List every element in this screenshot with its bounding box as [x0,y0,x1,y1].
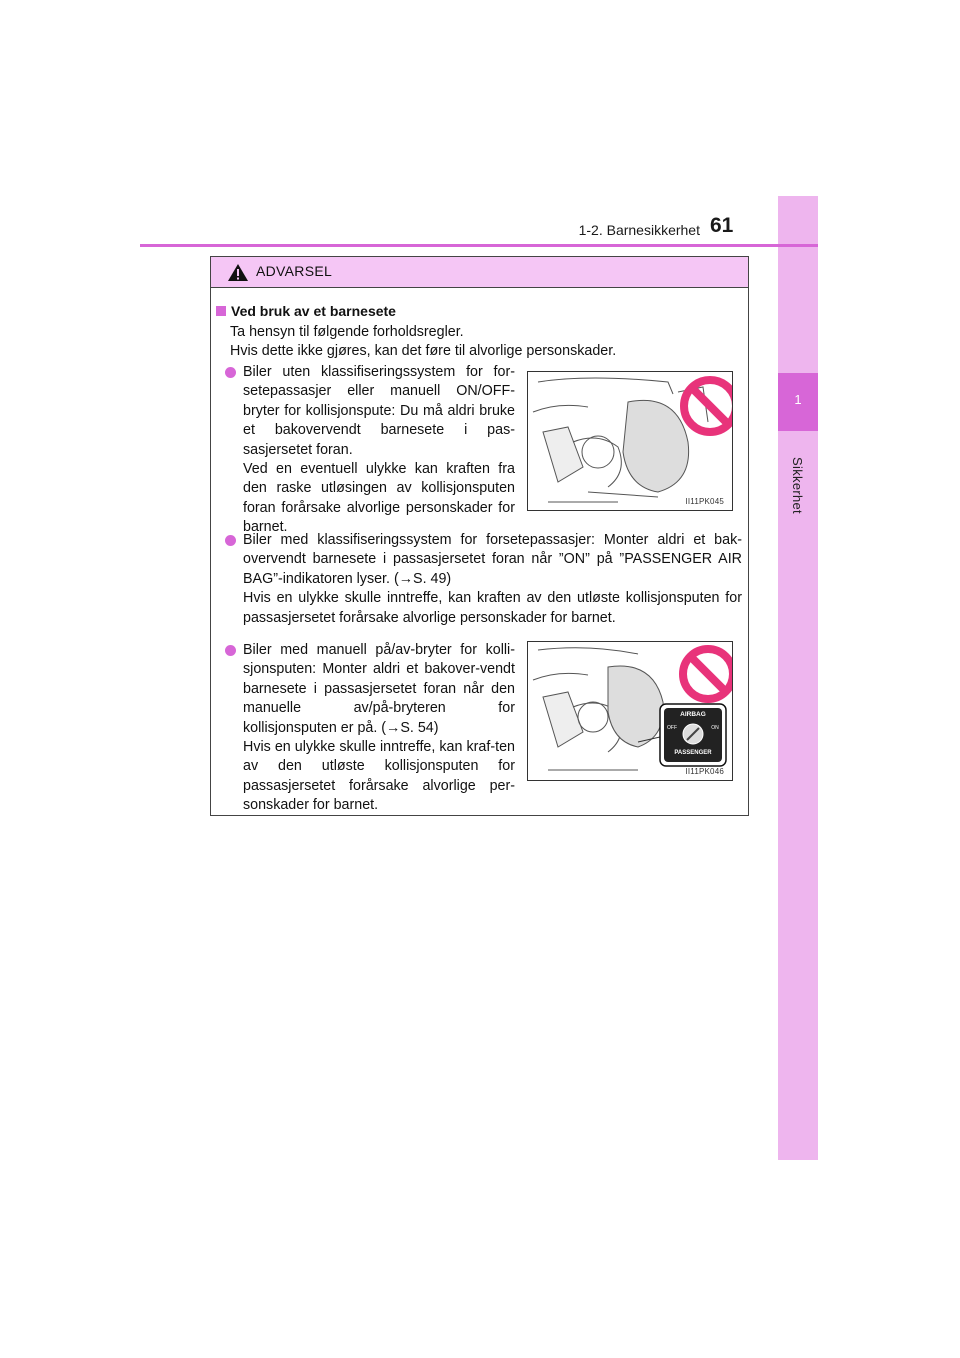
section-heading-text: Ved bruk av et barnesete [231,303,396,319]
figure-airbag-warning-1 [527,371,733,511]
switch-on-label: ON [711,725,719,731]
section-heading [216,303,396,319]
list-item-text: Biler uten klassifiseringssystem for for-setepassasjer eller manuell ON/OFF-bryter for kollisjonspute: Du må aldri bruke et bakovervendt barnesete i pas-sasjersetet foran. [243,364,515,458]
intro-line: Hvis dette ikke gjøres, kan det føre til alvorlige personskader. [230,343,617,359]
list-item-text: Biler med klassifiseringssystem for forsetepassasjer: Monter aldri et bak-overvendt barnesete i passasjersetet foran når ”ON” på ”PASSENGER AIR BAG”-indikatoren lyser. (→S. 49) [243,532,742,587]
switch-off-label: OFF [667,725,677,731]
warning-title: ADVARSEL [256,263,333,279]
chapter-name [777,430,817,540]
chapter-name-text: Sikkerhet [789,456,805,514]
list-item-text: Hvis en ulykke skulle inntreffe, kan kraf-ten av den utløste kollisjonsputen for passasjersetet forårsake alvorlige per-sonskader for barnet. [243,739,515,814]
bullet-dot-icon [225,535,236,546]
no-entry-sign-icon [684,380,732,432]
switch-label-bottom: PASSENGER [674,750,712,756]
intro-line: Ta hensyn til følgende forholdsregler. [230,324,464,340]
list-item-text: Ved en eventuell ulykke kan kraften fra den raske utløsingen av kollisjonsputen foran forårsake alvorlige personskader for barnet. [243,461,515,536]
switch-label-top: AIRBAG [680,711,706,718]
figure-code: II11PK046 [685,767,724,776]
bullet-dot-icon [225,645,236,656]
header-rule [140,244,818,247]
figure-code: II11PK045 [685,497,724,506]
warning-box [210,256,749,816]
page-number: 61 [710,214,734,237]
figure-airbag-warning-2 [527,641,733,781]
side-tab [778,196,818,1160]
no-entry-sign-icon [683,649,732,699]
airbag-illustration [528,372,732,510]
intro-text [230,323,745,361]
list-item [225,641,515,816]
chapter-number: 1 [794,392,802,407]
warning-header [211,257,748,288]
airbag-switch-illustration [528,642,732,780]
square-bullet-icon [216,306,226,316]
airbag-switch-panel [660,704,726,766]
list-item [225,363,515,538]
bullet-dot-icon [225,367,236,378]
list-item [225,531,742,628]
list-item-text: Biler med manuell på/av-bryter for kolli-sjonsputen: Monter aldri et bakover-vendt barnesete i passasjersetet foran når den manuelle av/på-bryteren for kollisjonsputen er på. (→S. 54) [243,642,515,736]
list-item-text: Hvis en ulykke skulle inntreffe, kan kraften av den utløste kollisjonsputen for passasjersetet forårsake alvorlige personskader for barnet. [243,590,742,626]
section-title: 1-2. Barnesikkerhet [578,222,700,238]
warning-triangle-icon [227,263,249,282]
